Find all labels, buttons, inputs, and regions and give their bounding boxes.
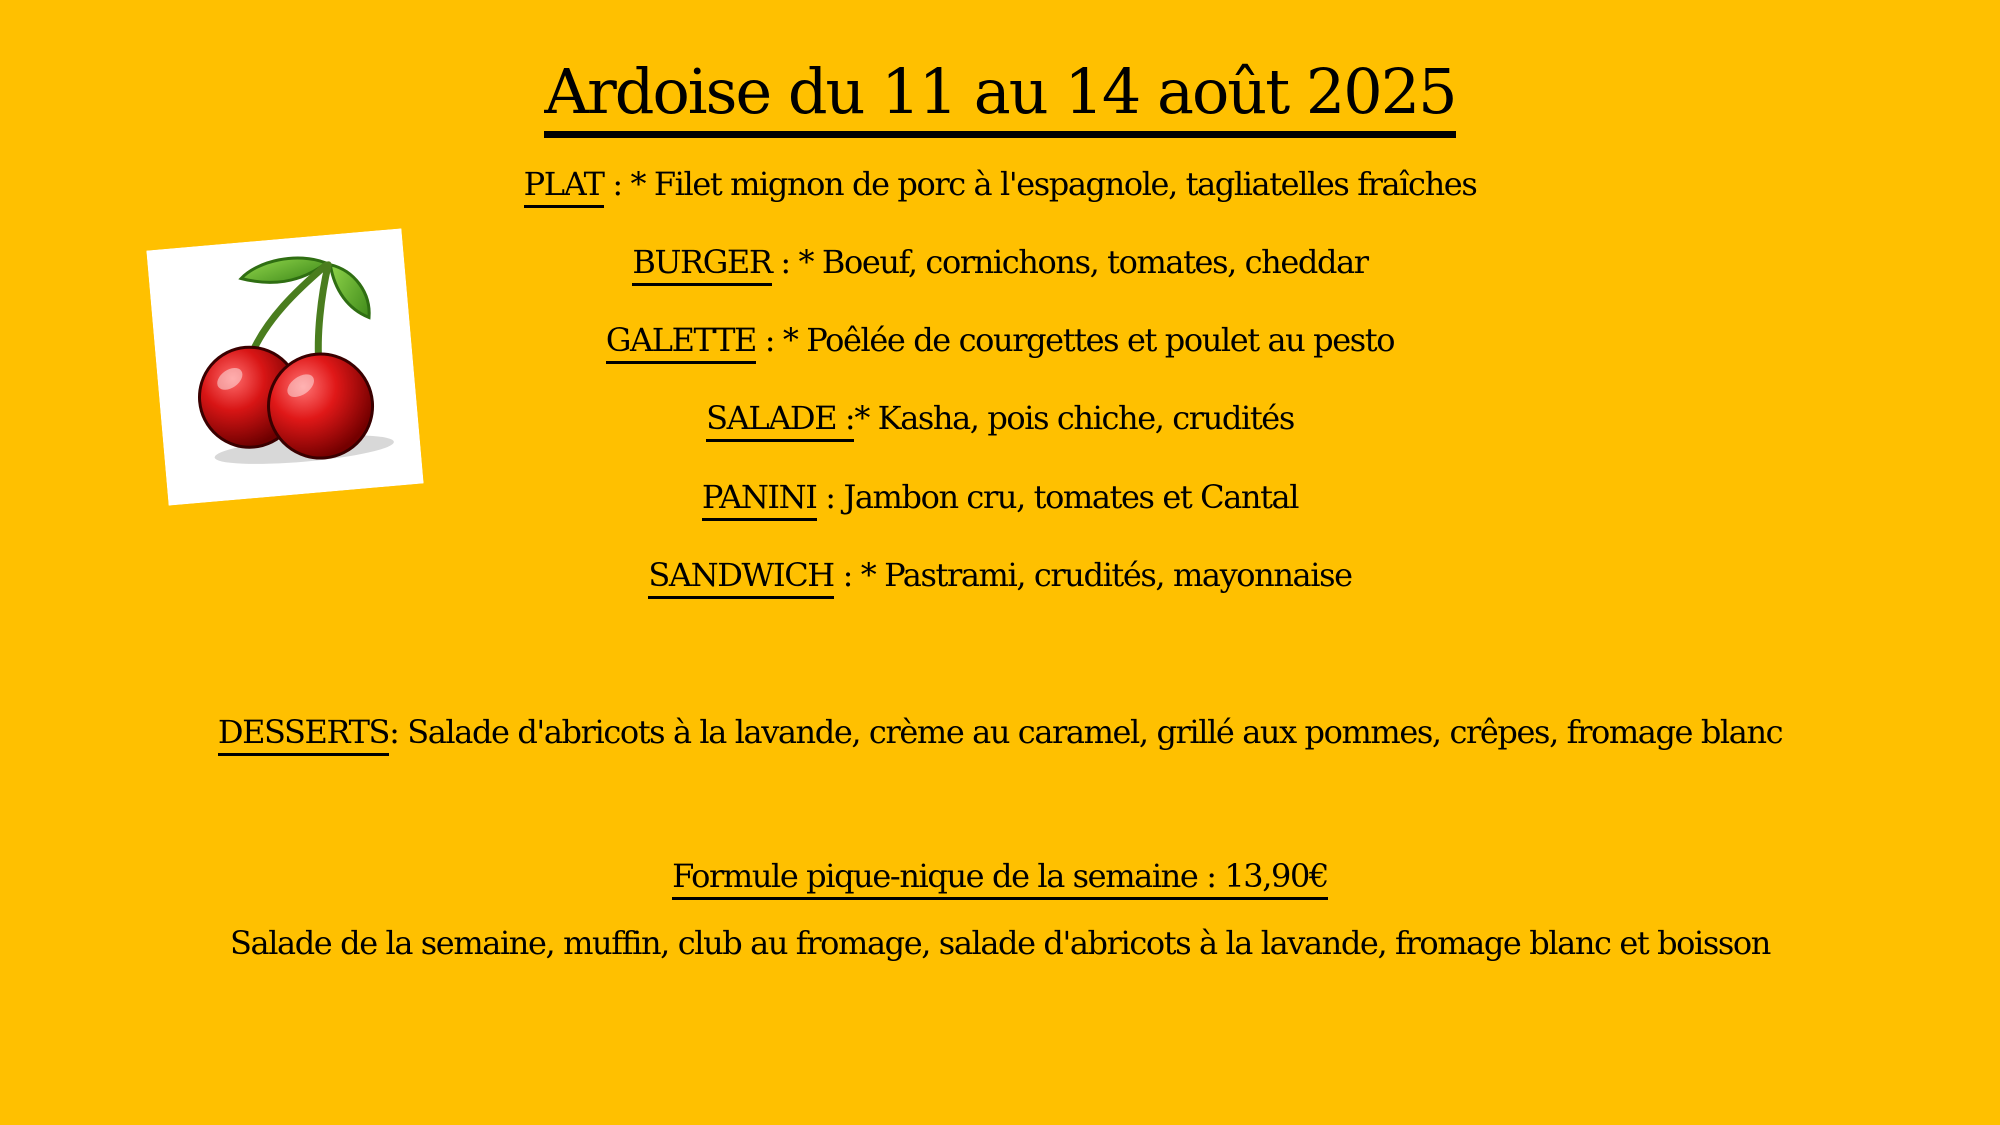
title-text: Ardoise du 11 au 14 août 2025 xyxy=(544,53,1455,138)
menu-separator: : xyxy=(833,556,861,594)
menu-label: SALADE : xyxy=(706,397,854,442)
menu-text: * Poêlée de courgettes et poulet au pesto xyxy=(782,321,1395,359)
menu-label: PANINI xyxy=(702,476,817,521)
menu-text: Jambon cru, tomates et Cantal xyxy=(843,478,1299,516)
menu-text: * Filet mignon de porc à l'espagnole, tagliatelles fraîches xyxy=(630,165,1477,203)
desserts-separator: : xyxy=(389,713,408,751)
menu-separator: : xyxy=(771,243,799,281)
desserts-text: Salade d'abricots à la lavande, crème au caramel, grillé aux pommes, crêpes, fromage blanc xyxy=(407,713,1783,751)
cherries-icon xyxy=(146,228,423,505)
desserts-line xyxy=(0,709,2000,756)
menu-label: PLAT xyxy=(524,163,604,208)
menu-separator: : xyxy=(603,165,631,203)
menu-separator: : xyxy=(816,478,844,516)
menu-separator: : xyxy=(755,321,783,359)
formule-title-text: Formule pique-nique de la semaine : 13,90€ xyxy=(672,855,1328,900)
page-title xyxy=(0,52,2000,138)
menu-label: GALETTE xyxy=(606,319,756,364)
menu-item-sandwich xyxy=(0,552,2000,599)
menu-item-plat xyxy=(0,161,2000,208)
desserts-label: DESSERTS xyxy=(218,711,389,756)
formule-description xyxy=(0,920,2000,966)
menu-label: SANDWICH xyxy=(648,554,833,599)
menu-text: * Boeuf, cornichons, tomates, cheddar xyxy=(798,243,1368,281)
menu-label: BURGER xyxy=(632,241,771,286)
menu-text: * Pastrami, crudités, mayonnaise xyxy=(860,556,1352,594)
formule-text: Salade de la semaine, muffin, club au fromage, salade d'abricots à la lavande, fromage blanc et boisson xyxy=(230,924,1770,962)
menu-text: * Kasha, pois chiche, crudités xyxy=(854,399,1294,437)
formule-title xyxy=(0,853,2000,900)
